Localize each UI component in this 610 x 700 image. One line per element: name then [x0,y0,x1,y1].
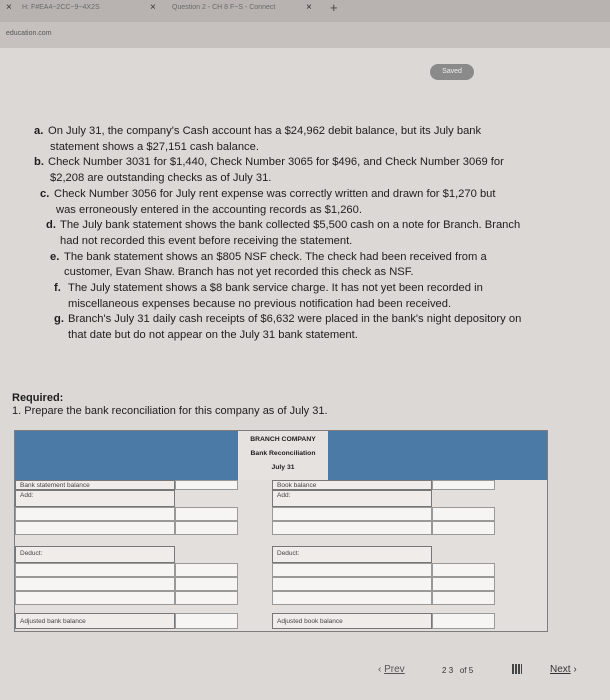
book-deduct-amount-input-2[interactable] [432,577,495,591]
item-f-cont: miscellaneous expenses because no previous notification had been received. [68,297,452,310]
close-icon[interactable]: × [306,2,312,13]
grid-icon[interactable] [512,664,522,674]
bank-deduct-desc-input[interactable] [15,563,175,577]
url-text[interactable]: education.com [6,30,52,37]
chevron-right-icon: › [573,664,577,675]
item-d: d. The July bank statement shows the bank collected $5,500 cash on a note for Branch. Branch [46,219,521,232]
bank-deduct-amount-input[interactable] [175,563,238,577]
adjusted-bank-balance-label: Adjusted bank balance [20,618,86,625]
item-d-cont: had not recorded this event before receiving the statement. [60,234,353,247]
page-indicator: 2 3 of 5 [442,666,474,675]
book-deduct-desc-input-3[interactable] [272,591,432,605]
adjusted-book-balance-input[interactable] [432,613,495,629]
browser-tab-2[interactable]: Question 2 - CH 8 F~S - Connect [172,4,276,11]
book-balance-input[interactable] [432,480,495,490]
bank-add-label: Add: [20,492,34,499]
book-deduct-label: Deduct: [277,550,300,557]
book-add-amount-input[interactable] [432,507,495,521]
bank-add-amount-input[interactable] [175,507,238,521]
browser-tab-1[interactable]: H: F#EA4~2CC~9~4X2S [22,4,100,11]
bank-deduct-label: Deduct: [20,550,43,557]
next-button[interactable]: Next › [550,664,577,675]
bank-reconciliation-table [14,430,548,632]
prev-button[interactable]: ‹ Prev [378,664,405,675]
bank-balance-label: Bank statement balance [20,482,90,489]
bank-add-total-input[interactable] [15,521,175,535]
bank-add-total-amount[interactable] [175,521,238,535]
bank-deduct-amount-input-3[interactable] [175,591,238,605]
item-b: b. Check Number 3031 for $1,440, Check Number 3065 for $496, and Check Number 3069 for [34,156,504,169]
book-add-amount-input-2[interactable] [432,521,495,535]
required-task: 1. Prepare the bank reconciliation for this company as of July 31. [12,405,328,417]
bank-add-desc-input[interactable] [15,507,175,521]
close-icon[interactable]: × [150,2,156,13]
item-f: f. The July statement shows a $8 bank service charge. It has not yet been recorded in [54,282,483,295]
required-heading: Required: [12,392,64,404]
item-a-cont: statement shows a $27,151 cash balance. [50,140,259,153]
adjusted-book-balance-label: Adjusted book balance [277,618,343,625]
chevron-left-icon: ‹ [378,664,382,675]
address-bar[interactable] [0,22,610,48]
company-name: BRANCH COMPANY [250,436,316,443]
bank-deduct-desc-input-3[interactable] [15,591,175,605]
book-add-label: Add: [277,492,291,499]
item-c-cont: was erroneously entered in the accounting records as $1,260. [56,203,362,216]
page-next[interactable]: 3 [448,666,454,675]
bank-deduct-desc-input-2[interactable] [15,577,175,591]
statement-title: Bank Reconciliation [250,450,316,457]
book-deduct-amount-input[interactable] [432,563,495,577]
problem-items [34,124,574,344]
saved-status-badge: Saved [430,64,474,80]
item-g-cont: that date but do not appear on the July 31 bank statement. [68,329,358,342]
required-section [12,392,328,418]
item-a: a. On July 31, the company's Cash account has a $24,962 debit balance, but its July bank [34,125,482,137]
book-balance-label: Book balance [277,482,317,489]
book-add-desc-input[interactable] [272,507,432,521]
book-deduct-desc-input[interactable] [272,563,432,577]
page-current[interactable]: 2 [442,666,447,675]
bank-deduct-amount-input-2[interactable] [175,577,238,591]
table-header [238,431,328,480]
book-add-desc-input-2[interactable] [272,521,432,535]
item-b-cont: $2,208 are outstanding checks as of July 31. [50,172,272,185]
new-tab-icon[interactable]: + [330,0,338,15]
item-e: e. The bank statement shows an $805 NSF check. The check had been received from a [50,250,487,263]
question-navigation [0,658,610,684]
item-c: c. Check Number 3056 for July rent expense was correctly written and drawn for $1,270 but [40,187,496,200]
item-e-cont: customer, Evan Shaw. Branch has not yet recorded this check as NSF. [64,266,414,279]
statement-date: July 31 [271,464,295,471]
book-deduct-amount-input-3[interactable] [432,591,495,605]
item-g: g. Branch's July 31 daily cash receipts of $6,632 were placed in the bank's night depository on [54,313,522,326]
adjusted-bank-balance-input[interactable] [175,613,238,629]
close-icon[interactable]: × [6,2,12,13]
book-deduct-desc-input-2[interactable] [272,577,432,591]
browser-tab-bar [0,0,610,22]
bank-balance-input[interactable] [175,480,238,490]
